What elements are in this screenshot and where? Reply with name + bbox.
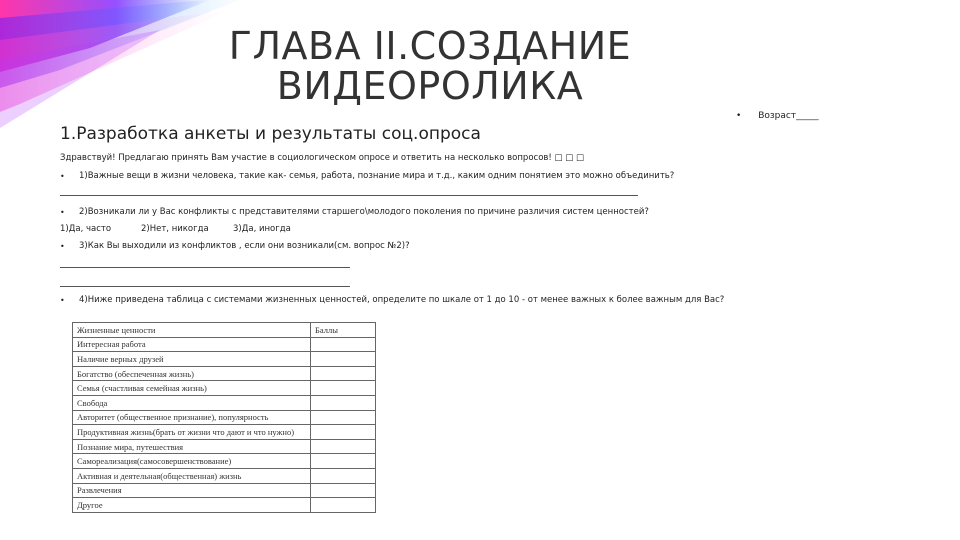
question-3: 3)Как Вы выходили из конфликтов , если они возникали(см. вопрос №2)? <box>79 241 410 251</box>
bullet: • <box>60 208 65 217</box>
values-table <box>72 322 376 513</box>
answer-option-2: 2)Нет, никогда <box>141 224 209 234</box>
table-row <box>73 352 376 367</box>
bullet: • <box>60 172 65 181</box>
question-2: 2)Возникали ли у Вас конфликты с представителями старшего\молодого поколения по причине различия систем ценностей? <box>79 207 649 217</box>
answer-line-q3a <box>60 267 350 268</box>
value-name-cell: Активная и деятельная(общественная) жизнь <box>73 468 311 483</box>
value-name-cell: Свобода <box>73 395 311 410</box>
table-header-values: Жизненные ценности <box>73 323 311 338</box>
points-cell[interactable] <box>311 352 376 367</box>
value-name-cell: Наличие верных друзей <box>73 352 311 367</box>
greeting-text: Здравствуй! Предлагаю принять Вам участие в социологическом опросе и ответить на несколько вопросов! □ □ □ <box>60 153 585 163</box>
points-cell[interactable] <box>311 337 376 352</box>
table-row <box>73 468 376 483</box>
table-row <box>73 410 376 425</box>
value-name-cell: Познание мира, путешествия <box>73 439 311 454</box>
answer-option-3: 3)Да, иногда <box>233 224 291 234</box>
value-name-cell: Развлечения <box>73 483 311 498</box>
age-label: Возраст_____ <box>758 111 819 121</box>
question-1: 1)Важные вещи в жизни человека, такие как- семья, работа, познание мира и т.д., каким одним понятием это можно объединить? <box>79 171 675 181</box>
bullet: • <box>736 111 742 121</box>
points-cell[interactable] <box>311 454 376 469</box>
points-cell[interactable] <box>311 439 376 454</box>
section-subtitle: 1.Разработка анкеты и результаты соц.опроса <box>60 124 481 144</box>
value-name-cell: Другое <box>73 498 311 513</box>
points-cell[interactable] <box>311 483 376 498</box>
points-cell[interactable] <box>311 425 376 440</box>
slide-title <box>180 26 680 106</box>
answer-option-1: 1)Да, часто <box>60 224 112 234</box>
value-name-cell: Интересная работа <box>73 337 311 352</box>
points-cell[interactable] <box>311 366 376 381</box>
table-row <box>73 366 376 381</box>
bullet: • <box>60 296 65 305</box>
answer-line-q3b <box>60 286 350 287</box>
value-name-cell: Самореализация(самосовершенствование) <box>73 454 311 469</box>
table-header-points: Баллы <box>311 323 376 338</box>
table-row <box>73 498 376 513</box>
value-name-cell: Продуктивная жизнь(брать от жизни что дают и что нужно) <box>73 425 311 440</box>
points-cell[interactable] <box>311 395 376 410</box>
value-name-cell: Семья (счастливая семейная жизнь) <box>73 381 311 396</box>
table-row <box>73 337 376 352</box>
value-name-cell: Богатство (обеспеченная жизнь) <box>73 366 311 381</box>
table-row <box>73 454 376 469</box>
bullet: • <box>60 242 65 251</box>
points-cell[interactable] <box>311 381 376 396</box>
answer-line-q1 <box>60 195 638 196</box>
points-cell[interactable] <box>311 410 376 425</box>
points-cell[interactable] <box>311 468 376 483</box>
age-field <box>736 111 819 121</box>
table-row <box>73 381 376 396</box>
table-row <box>73 439 376 454</box>
slide-title-line-2: ВИДЕОРОЛИКА <box>276 64 584 108</box>
table-row <box>73 425 376 440</box>
table-row <box>73 395 376 410</box>
question-4: 4)Ниже приведена таблица с системами жизненных ценностей, определите по шкале от 1 до 10 - от менее важных к более важным для Вас? <box>79 295 725 305</box>
slide-title-line-1: ГЛАВА II.СОЗДАНИЕ <box>228 24 632 68</box>
value-name-cell: Авторитет (общественное признание), популярность <box>73 410 311 425</box>
table-header-row <box>73 323 376 338</box>
table-row <box>73 483 376 498</box>
points-cell[interactable] <box>311 498 376 513</box>
